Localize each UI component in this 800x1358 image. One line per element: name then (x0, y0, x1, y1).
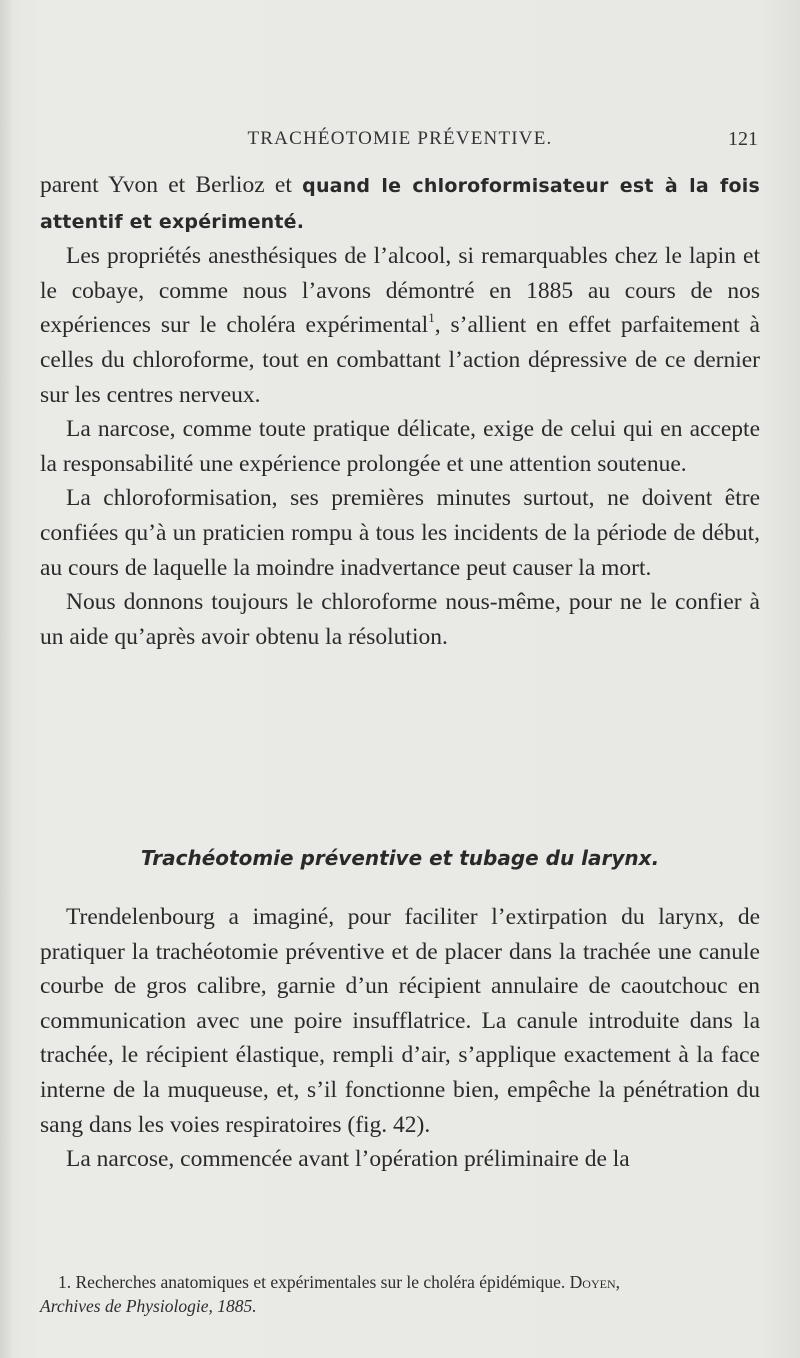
paragraph-narcosis-start: La narcose, commencée avant l’opération préliminaire de la (66, 1146, 630, 1173)
paragraph-chloroformisation: La chloroformisation, ses premières minutes surtout, ne doivent être confiées qu’à un praticien rompu à tous les incidents de la période de début, au cours de laquelle la moindre inadvertance peut causer la mort. (40, 485, 760, 581)
body-text-top (40, 168, 760, 654)
body-text-section (40, 900, 760, 1177)
paragraph-chloroform-self: Nous donnons toujours le chloroforme nous-même, pour ne le confier à un aide qu’après avoir obtenu la résolution. (40, 589, 760, 650)
paragraph-text: parent Yvon et Berlioz et (40, 172, 303, 198)
paragraph-text: Les propriétés anesthésiques de l’alcool, si remarquables chez le lapin et le cobaye, comme nous l’avons démontré en 1885 au cours de nos expériences sur le choléra expérimental (40, 243, 760, 339)
paragraph-text: , s’allient en effet parfaitement à celles du chloroforme, tout en combattant l’action dépressive de ce dernier sur les centres nerveux. (40, 312, 760, 408)
footnote-journal: Archives de Physiologie, 1885. (40, 1296, 257, 1316)
running-header (40, 128, 760, 154)
page-number: 121 (728, 128, 758, 150)
running-title: TRACHÉOTOMIE PRÉVENTIVE. (247, 128, 553, 149)
paragraph-trendelenbourg: Trendelenbourg a imaginé, pour faciliter l’extirpation du larynx, de pratiquer la trachéotomie préventive et de placer dans la trachée une canule courbe de gros calibre, garnie d’un récipient annulaire de caoutchouc en communication avec une poire insufflatrice. La canule introduite dans la trachée, le récipient élastique, rempli d’air, s’applique exactement à la face interne de la muqueuse, et, s’il fonctionne bien, empêche la pénétration du sang dans les voies respiratoires (fig. 42). (40, 904, 760, 1138)
footnote-marker: 1 (428, 310, 435, 326)
footnote-line: 1. Recherches anatomiques et expérimentales sur le choléra épidémique. Doyen, (58, 1272, 621, 1292)
paragraph-narcosis: La narcose, comme toute pratique délicate, exige de celui qui en accepte la responsabilité une expérience prolongée et une attention soutenue. (40, 416, 760, 477)
paragraph-continued (40, 168, 760, 239)
section-heading: Trachéotomie préventive et tubage du larynx. (140, 846, 660, 870)
footnote-author: Doyen (569, 1272, 616, 1292)
bold-emphasis: quand le chloroformisateur est à la fois attentif et expérimenté. (40, 175, 760, 233)
footnote-text: 1. Recherches anatomiques et expérimentales sur le choléra épidémique. (58, 1272, 570, 1292)
paragraph-alcohol (40, 239, 760, 412)
footnote (40, 1270, 760, 1318)
